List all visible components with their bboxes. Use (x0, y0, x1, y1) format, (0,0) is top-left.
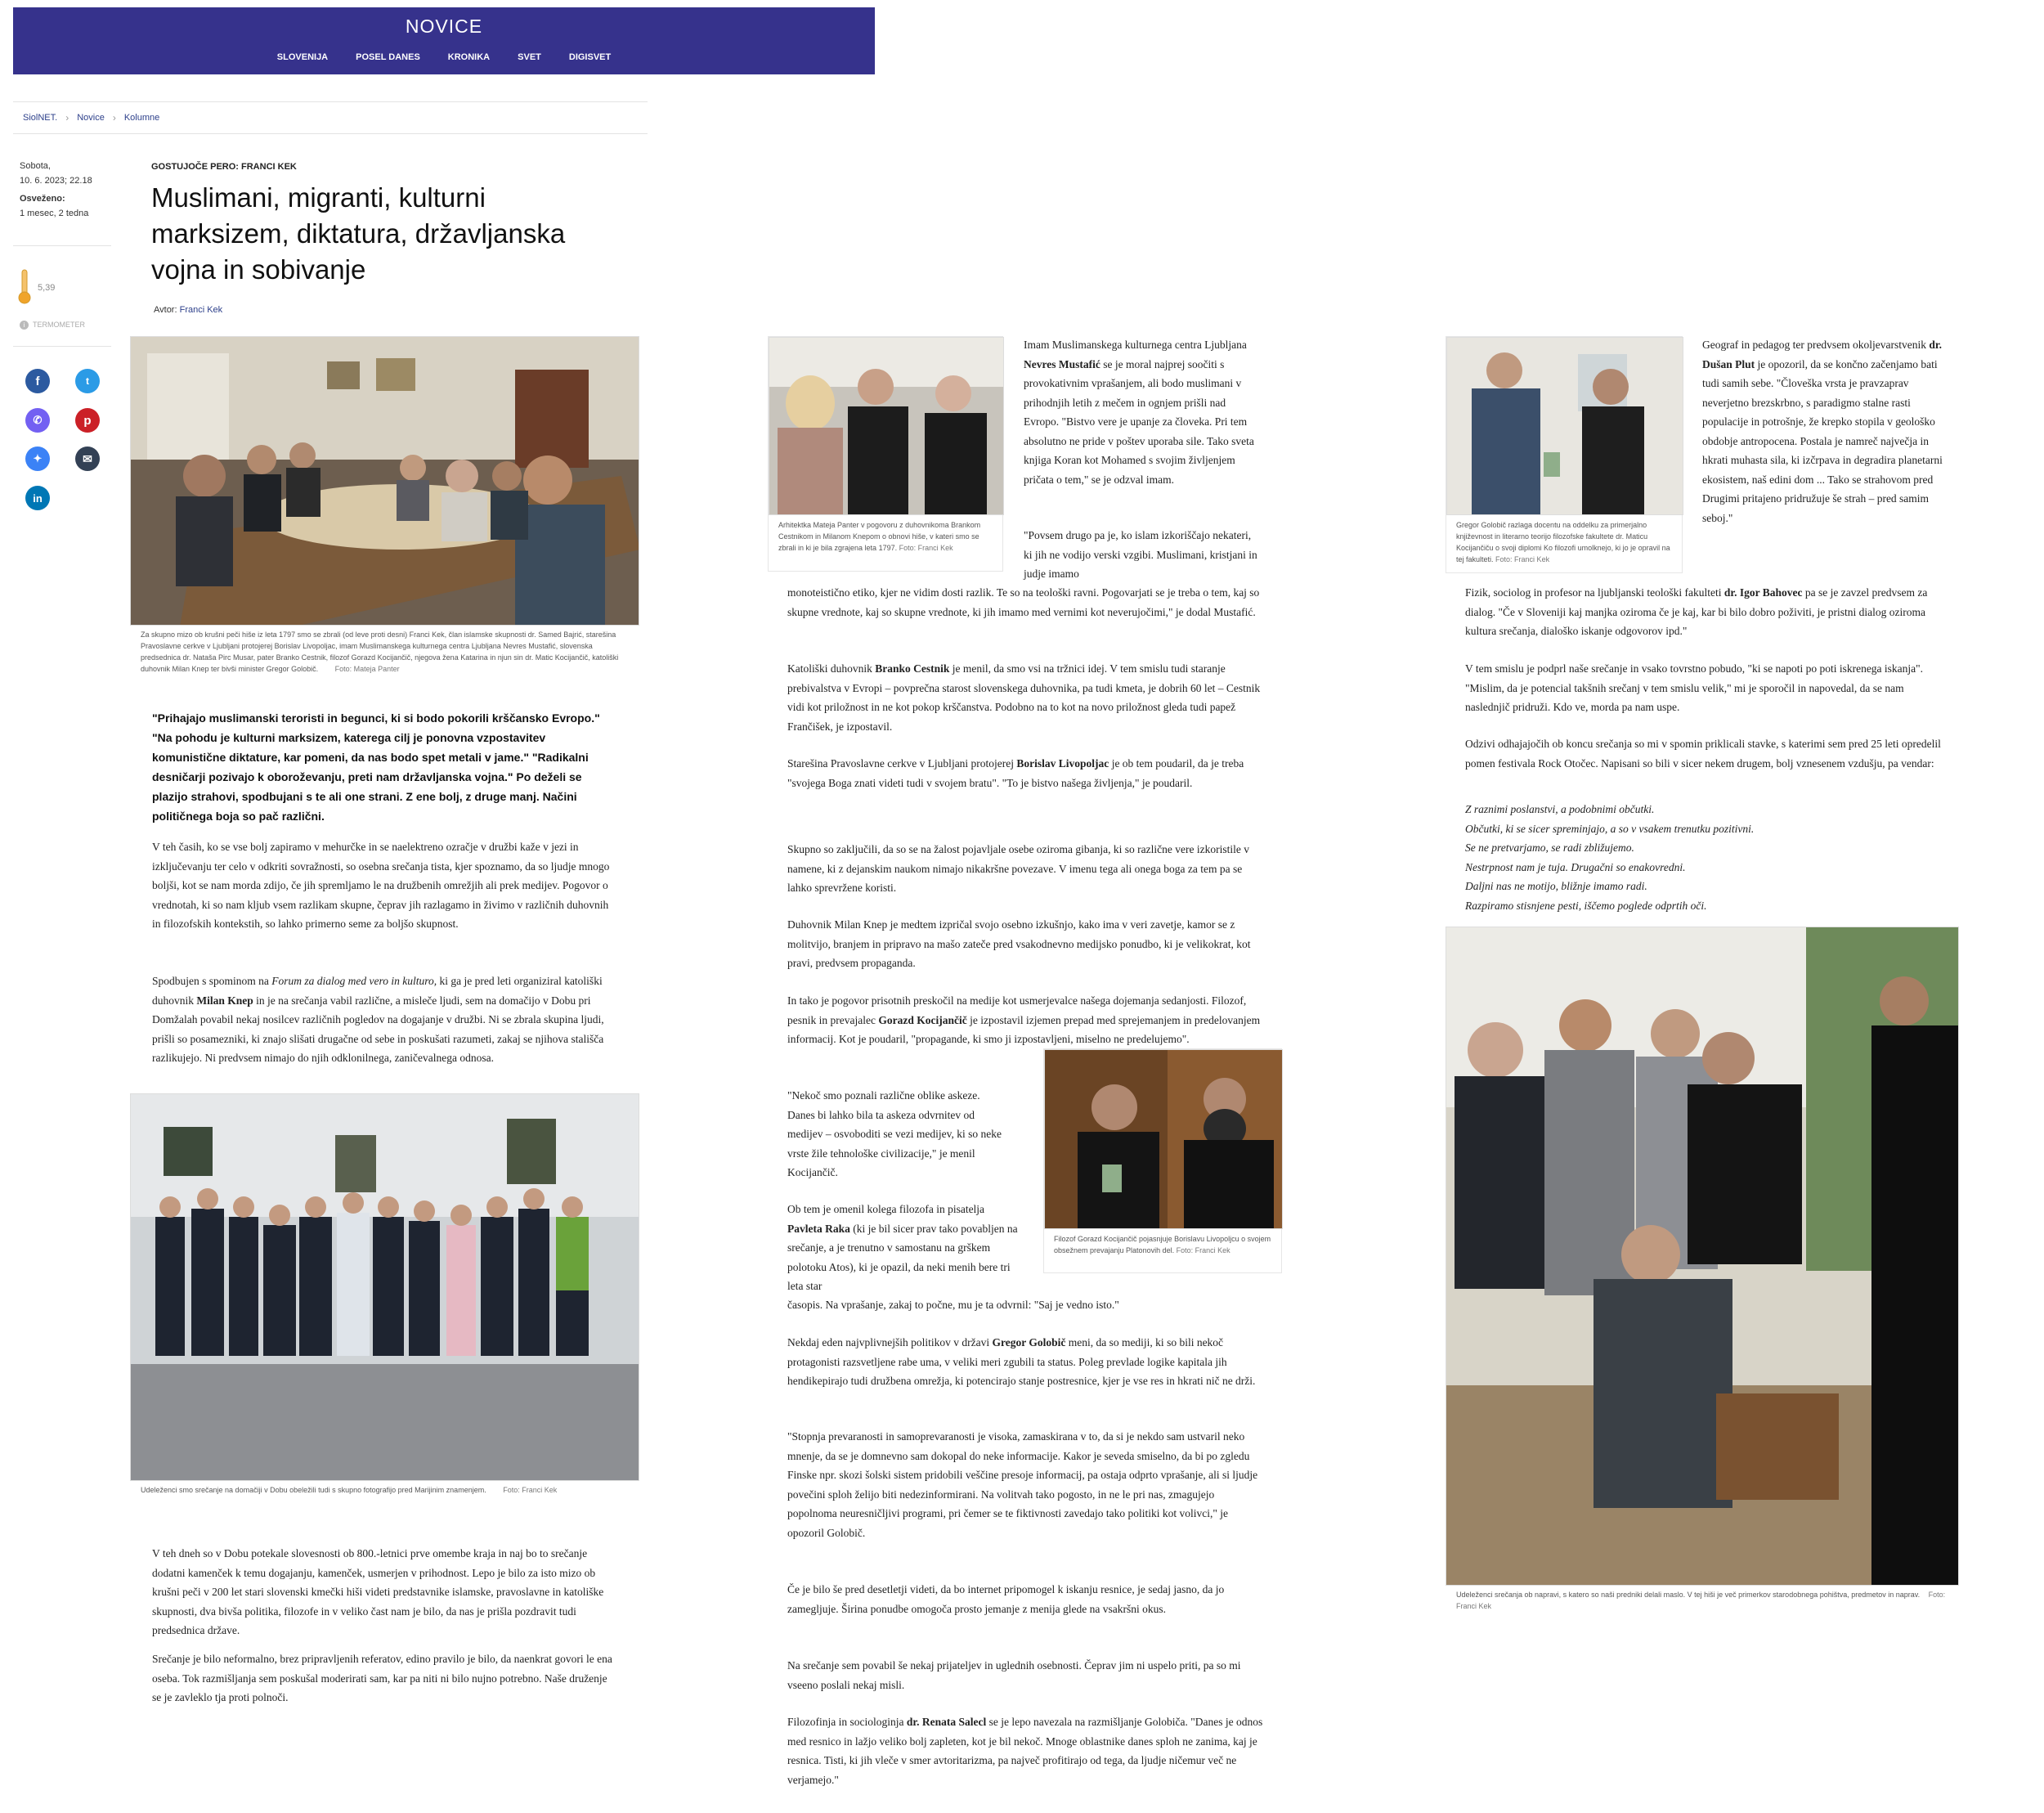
paragraph (1465, 583, 1948, 641)
facebook-icon[interactable]: f (25, 369, 50, 393)
site-title[interactable]: NOVICE (405, 16, 483, 37)
divider (13, 245, 111, 246)
divider (13, 133, 648, 134)
person-name: Borislav Livopoljac (1016, 757, 1109, 770)
text: Nekdaj eden najvplivnejših politikov v državi (787, 1336, 993, 1349)
photo-architect-priests[interactable] (769, 337, 1004, 515)
text: ki ga je pred leti organiziral katoliški duhovnik (152, 975, 603, 1007)
person-name: dr. Renata Salecl (906, 1716, 987, 1728)
article-lead: "Prihajajo muslimanski teroristi in begunci, ki si bodo pokorili krščansko Evropo." "Na pohodu je kulturni marksizem, katerega cilj je ponovna vzpostavitev komunistične diktature, kar pomeni, da nas bodo spet metali v jame." "Radikalni desničarji pozivajo k oboroževanju, preti nam državljanska vojna." Po deželi se plazijo strahovi, spodbujani s te ali one strani. Z ene bolj, z druge manj. Načini političnega boja so pač različni. (152, 711, 600, 823)
nav-posel-danes[interactable]: POSEL DANES (356, 52, 420, 62)
breadcrumb-novice[interactable]: Novice (77, 113, 105, 123)
text: je opozoril, da se končno začenjamo bati tudi samih sebe. "Človeška vrsta je pravzaprav neverjetno brezskrbno, s paradigmo stalne rasti populacije in potrošnje, že krepko stopila v geološko obdobje antropocena. Postala je namreč največja in hkrati muhasta sila, ki izčrpava in degradira planetarni ekosistem, naš edini dom ... Tako se strahovom pred Drugimi pritajeno pridružuje še strah – pred samim seboj." (1702, 357, 1943, 524)
divider (13, 346, 111, 347)
text: Fizik, sociolog in profesor na ljubljanski teološki fakulteti (1465, 586, 1724, 599)
photo-butter-churn[interactable] (1446, 927, 1959, 1586)
chevron-right-icon: › (112, 112, 116, 123)
poem-line: Razpiramo stisnjene pesti, iščemo poglede odprtih oči. (1465, 899, 1707, 912)
nav-slovenija[interactable]: SLOVENIJA (276, 52, 329, 62)
photo-credit: Foto: Franci Kek (899, 544, 953, 552)
updated-value: 1 mesec, 2 tedna (20, 209, 89, 218)
paragraph: V teh dneh so v Dobu potekale slovesnosti ob 800.-letnici prve omembe kraja in naj bo to srečanje dodatni kamenček k temu dogajanju, kamenček, usmerjen v prihodnost. Lepo je bilo za isto mizo ob krušni peči v 200 let stari slovenski kmečki hiši videti predstavnike islamske, pravoslavne in katoliške skupnosti, dva bivša politika, filozofe in v veliko čast nam je bilo, da nas je prišla pozdravit tudi predsednica države. (152, 1547, 604, 1636)
caption-text: Udeleženci smo srečanje na domačiji v Dobu obeležili tudi s skupno fotografijo pred Marijinim znamenjem. (141, 1486, 486, 1494)
text: (ki je bil sicer prav tako povabljen na srečanje, a je trenutno v samostanu na grškem polotoku Atos), ki je opazil, da neki menih bere tri leta star (787, 1222, 1018, 1292)
info-icon: i (20, 321, 29, 330)
photo-caption (1456, 1589, 1955, 1612)
author-label: Avtor: (154, 305, 177, 315)
nav-kronika[interactable]: KRONIKA (447, 52, 491, 62)
person-name: Nevres Mustafić (1024, 357, 1100, 370)
publish-info (20, 159, 92, 221)
poem-line: Se ne pretvarjamo, se radi zbližujemo. (1465, 841, 1634, 854)
photo-credit: Foto: Franci Kek (503, 1486, 558, 1494)
thermometer-label: TERMOMETER (33, 321, 85, 329)
paragraph: V teh časih, ko se vse bolj zapiramo v mehurčke in se naelektreno ozračje v družbi kaže v jezi in izključevanju ter celo v odkriti sovražnosti, so osebna srečanja tista, kjer spoznamo, da so ljudje mnogo boljši, kot se nam morda zdijo, če jih spremljamo le na družbenih omrežjih ali prek medijev. Pogovor o vrednotah, ki so nam kljub vsem razlikam skupne, čeprav jih razlagamo in živimo v različnih duhovnih in filozofskih kontekstih, so lahko primerno seme za boljšo skupnost. (152, 841, 610, 930)
caption-text: Za skupno mizo ob krušni peči hiše iz leta 1797 smo se zbrali (od leve proti desni) Franci Kek, član islamske skupnosti dr. Samed Bajrić, starešina Pravoslavne cerkve v Ljubljani protojerej Borislav Livopoljac, imam Muslimanskega kulturnega centra Ljubljana Nevres Mustafić, slovenska predsednica dr. Nataša Pirc Musar, pater Branko Cestnik, filozof Gorazd Kocijančič, njegova žena Katarina in njun sin dr. Matic Kocijančič, katoliški duhovnik Milan Knep ter bivši minister Gregor Golobič. (141, 631, 619, 673)
poem-line: Daljni nas ne motijo, bližnje imamo radi. (1465, 880, 1647, 892)
text: Starešina Pravoslavne cerkve v Ljubljani protojerej (787, 757, 1017, 770)
messenger-icon[interactable]: ✦ (25, 447, 50, 471)
text: je izpostavil izjemen prepad med sprejemanjem in predelovanjem informacij. Kot je poudaril, "propagande, ki smo ji izpostavljeni, miselno ne predelujemo". (787, 1013, 1261, 1045)
paragraph: monoteistično etiko, kjer ne vidim dosti razlik. Te so na teološki ravni. Pogovarjati se je treba o tem, kaj so skupne vrednote, kaj so skupne vrednote, ki jih imamo med vernimi kot neverujočimi," je dodal Mustafić. (787, 586, 1260, 618)
thermometer-icon[interactable] (18, 268, 31, 304)
paragraph: Na srečanje sem povabil še nekaj prijateljev in uglednih osebnosti. Čeprav jim ni uspelo priti, pa so mi vseeno poslali nekaj misli. (787, 1659, 1241, 1691)
caption-text: Arhitektka Mateja Panter v pogovoru z duhovnikoma Brankom Cestnikom in Milanom Knepom o obnovi hiše, v kateri smo se zbrali in ki je bila zgrajena leta 1797. (778, 521, 981, 552)
paragraph (1024, 335, 1261, 489)
text: Katoliški duhovnik (787, 662, 876, 675)
nav-digisvet[interactable]: DIGISVET (568, 52, 612, 62)
photo-philosopher-priest[interactable] (1044, 1049, 1283, 1229)
photo-credit: Foto: Franci Kek (1456, 1591, 1946, 1610)
nav-svet[interactable]: SVET (518, 52, 541, 62)
caption-text: Udeleženci srečanja ob napravi, s katero so naši predniki delali maslo. V tej hiši je več primerkov starodobnega pohištva, predmetov in naprav. (1456, 1591, 1921, 1599)
chevron-right-icon: › (65, 112, 69, 123)
text: Geograf in pedagog ter predvsem okoljevarstvenik (1702, 339, 1930, 351)
forum-name: Forum za dialog med vero in kulturo, (271, 975, 437, 987)
photo-credit: Foto: Franci Kek (1176, 1246, 1230, 1254)
poem-line: Nestrpnost nam je tuja. Drugačni so enakovredni. (1465, 860, 1686, 873)
publish-datetime: 10. 6. 2023; 22.18 (20, 176, 92, 186)
byline (154, 305, 222, 315)
photo-caption (141, 629, 631, 675)
site-header (13, 7, 875, 74)
photo-caption (1054, 1233, 1276, 1256)
person-name: Pavleta Raka (787, 1222, 850, 1235)
text: pa se je zavzel predvsem za dialog. "Če v Sloveniji kaj manjka oziroma če je kaj, kar bi bilo dobro poživiti, je pristni dialog oziroma kultura srečanja, dialoško iskanje odgovorov ipd." (1465, 586, 1928, 637)
photo-caption (1456, 519, 1675, 565)
photo-golobic-kocijancic[interactable] (1446, 337, 1683, 515)
paragraph (787, 991, 1265, 1049)
text: in je na srečanja vabil različne, a misleče ljudi, sem na domačijo v Dobu pri Domžalah povabil nekaj nosilcev različnih pogledov na dogajanje v družbi. Ni se zbrala skupina ljudi, prišli so posamezniki, ki znajo slišati drugačne od sebe in poskušati razumeti, zakaj se njihova stališča razlikujejo. Ni predvsem nimajo do njih odklonilnega, zaničevalnega odnosa. (152, 994, 604, 1064)
person-name: Branko Cestnik (875, 662, 950, 675)
poem (1465, 800, 1948, 915)
text: se je moral najprej soočiti s provokativnim vprašanjem, ali bodo muslimani v prihodnjih letih z mečem in ognjem prišli nad Evropo. "Bistvo vere je upanje za človeka. Pri tem absolutno ne pride v poštev uporaba sile. Tako sveta knjiga Koran kot Mohamed s svojim življenjem pričata o tem," se je odzval imam. (1024, 357, 1254, 486)
breadcrumb-home[interactable]: SiolNET. (23, 113, 58, 123)
person-name: Milan Knep (196, 994, 253, 1007)
publish-day: Sobota, (20, 161, 51, 171)
paragraph: Odzivi odhajajočih ob koncu srečanja so mi v spomin priklicali stavke, s katerimi sem pred 25 leti opredelil pomen festivala Rock Otočec. Napisani so bili v sicer nekem drugem, bolj vznesenem vzdušju, pa vendar: (1465, 738, 1941, 770)
updated-label: Osveženo: (20, 194, 65, 204)
divider (13, 101, 648, 102)
figure (1446, 336, 1683, 573)
paragraph (787, 1200, 1018, 1296)
breadcrumb-kolumne[interactable]: Kolumne (123, 113, 160, 123)
text: Ob tem je omenil kolega filozofa in pisatelja (787, 1203, 985, 1215)
photo-credit: Foto: Mateja Panter (334, 665, 400, 673)
figure (768, 336, 1003, 572)
paragraph: "Nekoč smo poznali različne oblike askeze. Danes bi lahko bila ta askeza odvrnitev od medijev – osvoboditi se vezi medijev, ki so neke vrste žile tehnološke civilizacije," je menil Kocijančič. (787, 1089, 1002, 1178)
breadcrumb (23, 112, 159, 123)
paragraph (787, 1333, 1265, 1391)
text: je ob tem poudaril, da je treba "svojega Boga znati videti tudi v svojem bratu". "To je bistvo našega življenja," je poudaril. (787, 757, 1244, 789)
paragraph (1702, 335, 1943, 527)
text: In tako je pogovor prisotnih preskočil na medije kot usmerjevalce našega dojemanja sedanjosti. Filozof, pesnik in prevajalec (787, 994, 1247, 1026)
viber-icon[interactable]: ✆ (25, 408, 50, 433)
twitter-icon[interactable]: t (75, 369, 100, 393)
main-nav (13, 52, 875, 62)
thermometer-value: 5,39 (38, 283, 56, 293)
paragraph: V tem smislu je podprl naše srečanje in vsako tovrstno pobudo, "ki se napoti po poti iskrenega iskanja". "Mislim, da je potencial takšnih srečanj v tem smislu velik," mi je sporočil in napovedal, da se nam naslednjič pridruži. Kdo ve, morda pa nam uspe. (1465, 662, 1924, 713)
paragraph: "Stopnja prevaranosti in samoprevaranosti je visoka, zamaskirana v to, da si je nekdo sam ustvaril neko mnenje, da se je domnevno sam dokopal do neke informacije. Kakor je seveda smiselno, da bi po zgledu Finske npr. skozi šolski sistem pridobili veščine presoje informacij, pa ostaja odprto vprašanje, ali si ljudje povečini sploh želijo biti nedezinformirani. Na volitvah tako pogosto, in ne le pri nas, zmagujejo popolnoma neuresničljivi programi, pri čemer se te fiktivnosti zavedajo tako politiki kot volivci," je opozoril Golobič. (787, 1430, 1258, 1539)
person-name: Gregor Golobič (992, 1336, 1066, 1349)
photo-caption (141, 1484, 631, 1496)
paragraph (152, 972, 616, 1068)
pinterest-icon[interactable]: p (75, 408, 100, 433)
figure (1043, 1048, 1282, 1273)
paragraph: časopis. Na vprašanje, zakaj to počne, mu je ta odvrnil: "Saj je vedno isto." (787, 1299, 1119, 1311)
photo-dinner-table[interactable] (130, 336, 639, 626)
thermometer-label-row (20, 317, 85, 332)
text: Filozofinja in sociologinja (787, 1716, 907, 1728)
text: Imam Muslimanskega kulturnega centra Ljubljana (1024, 339, 1247, 351)
article-kicker: GOSTUJOČE PERO: FRANCI KEK (151, 162, 297, 172)
poem-line: Občutki, ki se sicer spreminjajo, a so v vsakem trenutku pozitivni. (1465, 822, 1755, 835)
person-name: dr. Igor Bahovec (1724, 586, 1803, 599)
text: se je lepo navezala na razmišljanje Golobiča. "Danes je odnos med resnico in lažjo veliko bolj zapleten, kot je bil nekoč. Mnoge oblastnike danes sploh ne zanima, kaj je resnica. Tisti, ki jih vleče v smer avtoritarizma, pa največ profitirajo od tega, da ljudje ničemur več ne verjamejo." (787, 1716, 1263, 1786)
paragraph: Če je bilo še pred desetletji videti, da bo internet pripomogel k iskanju resnice, je sedaj jasno, da jo zamegljuje. Širina ponudbe omogoča prosto jemanje z menija glede na vsakršni okus. (787, 1583, 1225, 1615)
paragraph: Skupno so zaključili, da so se na žalost pojavljale osebe oziroma gibanja, ki so različne vere izkoristile v namene, ki z dejanskim naukom nimajo nikakršne povezave. V imenu tega ali onega boga za tem pa se lahko sprevržene koristi. (787, 843, 1249, 894)
person-name: dr. Dušan Plut (1702, 339, 1943, 370)
paragraph (787, 659, 1265, 736)
mail-icon[interactable]: ✉ (75, 447, 100, 471)
text: Spodbujen s spominom na (152, 975, 272, 987)
paragraph (787, 1712, 1265, 1789)
paragraph: Srečanje je bilo neformalno, brez pripravljenih referatov, edino pravilo je bilo, da naenkrat govori le ena oseba. Tok razmišljanja sem poskušal moderirati sam, kar pa niti ni bilo nujno potrebno. Naše druženje se je zavleklo tja proti polnoči. (152, 1653, 612, 1703)
photo-credit: Foto: Franci Kek (1495, 555, 1550, 563)
paragraph (787, 754, 1265, 792)
text: meni, da so mediji, ki so bili nekoč protagonisti razsvetljene rabe uma, v veliki meri zgubili ta status. Poleg prevlade logike kapitala jih hendikepirajo tudi družbena omrežja, ki potencirajo stanje postresnice, kjer je vse res in hkrati nič ne drži. (787, 1336, 1256, 1387)
paragraph: "Povsem drugo pa je, ko islam izkoriščajo nekateri, ki jih ne vodijo verski vzgibi. Muslimani, kristjani in judje imamo (1024, 529, 1257, 580)
page-title: Muslimani, migranti, kulturni marksizem, diktatura, državljanska vojna in sobivanje (151, 182, 566, 285)
photo-group-outdoors[interactable] (130, 1093, 639, 1481)
photo-caption (778, 519, 997, 554)
caption-text: Gregor Golobič razlaga docentu na oddelku za primerjalno književnost in literarno teorijo filozofske fakultete dr. Maticu Kocijančiču o svoji diplomi Ko filozofi umolknejo, ki jo je opravil na tej fakulteti. (1456, 521, 1670, 563)
caption-text: Filozof Gorazd Kocijančič pojasnjuje Borislavu Livopoljcu o svojem obsežnem prevajanju Platonovih del. (1054, 1235, 1271, 1254)
text: je menil, da smo vsi na tržnici idej. V tem smislu tudi staranje prebivalstva v Evropi – povprečna starost slovenskega duhovnika, pa tudi kmeta, je dobrih 60 let – Cestnik vidi kot priložnost in ne kot pokop krščanstva. Podobno na to kot na novo priložnost gleda tudi papež Frančišek, je izpostavil. (787, 662, 1261, 733)
person-name: Gorazd Kocijančič (878, 1013, 967, 1026)
paragraph: Duhovnik Milan Knep je medtem izpričal svojo osebno izkušnjo, kako ima v veri zavetje, kamor se z molitvijo, branjem in pripravo na mašo zateče pred vsakodnevno medijsko ponudbo, ki je velikokrat, kot pravi, predvsem propaganda. (787, 918, 1251, 969)
author-link[interactable]: Franci Kek (179, 305, 223, 315)
linkedin-icon[interactable]: in (25, 486, 50, 510)
poem-line: Z raznimi poslanstvi, a podobnimi občutki. (1465, 803, 1655, 815)
